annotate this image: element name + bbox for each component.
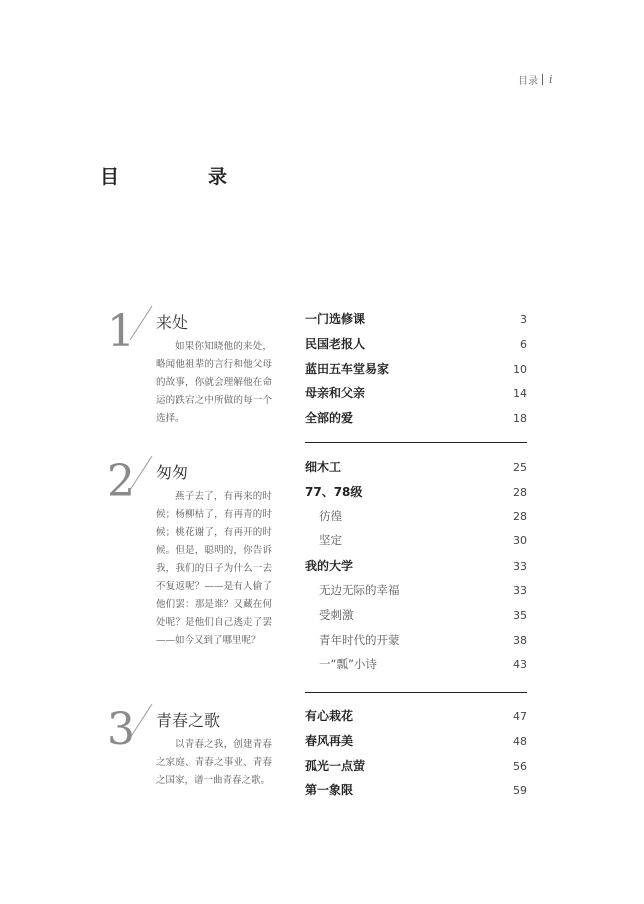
- toc-entry[interactable]: [305, 335, 527, 360]
- section-description: 如果你知晓他的来处，略闻他祖辈的言行和他父母的故事，你就会理解他在命运的跌宕之中所做的每一个选择。: [156, 341, 272, 424]
- section-title: 来处: [156, 313, 189, 332]
- toc-entry-page: 33: [513, 560, 527, 574]
- toc-entry-page: 18: [513, 412, 527, 426]
- toc-entry-title: 有心栽花: [305, 709, 354, 723]
- toc-entry-title: 孤光一点萤: [305, 758, 366, 773]
- toc-entry-title: 母亲和父亲: [305, 386, 366, 401]
- toc-entry-page: 43: [513, 658, 527, 672]
- toc-entry-list: [305, 458, 527, 681]
- toc-entry[interactable]: [305, 360, 527, 385]
- toc-entry-page: 48: [513, 734, 527, 748]
- toc-entry[interactable]: [305, 632, 527, 657]
- toc-entry-title: 受刺激: [319, 607, 354, 622]
- section-title: 青春之歌: [156, 711, 221, 730]
- toc-entry-page: 14: [513, 387, 527, 401]
- toc-entry-title: 无边无际的幸福: [319, 582, 400, 597]
- toc-entry-list: [305, 707, 527, 806]
- section-number: 2: [107, 456, 135, 507]
- running-header-label: 目录: [518, 76, 538, 87]
- toc-entry-title: 坚定: [319, 533, 342, 548]
- toc-entry-title: 77、78级: [305, 484, 363, 499]
- section-slash-icon: [126, 302, 160, 342]
- toc-entry[interactable]: [305, 557, 527, 582]
- page-number: i: [549, 73, 553, 86]
- toc-entry[interactable]: [305, 384, 527, 409]
- toc-entry[interactable]: [305, 458, 527, 483]
- toc-entry[interactable]: [305, 532, 527, 557]
- toc-entry-page: 47: [513, 710, 527, 723]
- section-slash-icon: [126, 452, 160, 492]
- section-description: 以青春之我，创建青春之家庭、青春之事业、青春之国家，谱一曲青春之歌。: [156, 739, 272, 786]
- toc-entry[interactable]: [305, 582, 527, 607]
- toc-entry-list: [305, 310, 527, 434]
- toc-entry-title: 一“瓢”小诗: [319, 657, 377, 672]
- toc-entry[interactable]: [305, 607, 527, 632]
- toc-entry[interactable]: [305, 732, 527, 757]
- toc-entry[interactable]: [305, 483, 527, 508]
- toc-entry-title: 第一象限: [305, 783, 354, 798]
- toc-entry-title: 青年时代的开蒙: [319, 632, 400, 647]
- toc-entry-page: 30: [513, 534, 527, 548]
- section-slash-icon: [126, 700, 160, 740]
- section-divider: [305, 442, 527, 443]
- toc-entry-title: 彷徨: [319, 508, 342, 523]
- toc-entry-page: 10: [513, 362, 527, 376]
- toc-entry-title: 一门选修课: [305, 312, 366, 326]
- section-description: 燕子去了，有再来的时候；杨柳枯了，有再青的时候；桃花谢了，有再开的时候。但是，聪明的，你告诉我，我们的日子为什么一去不复返呢？——是有人偷了他们罢：那是谁？又藏在何处呢？是他们自己逃走了罢——如今又到了哪里呢？: [156, 491, 272, 646]
- toc-entry-title: 蓝田五车堂易家: [305, 361, 390, 376]
- toc-entry-page: 28: [513, 509, 527, 523]
- header-divider: [542, 74, 543, 85]
- toc-entry-page: 3: [520, 313, 527, 326]
- toc-entry-page: 38: [513, 633, 527, 647]
- toc-entry[interactable]: [305, 656, 527, 681]
- toc-entry[interactable]: [305, 409, 527, 434]
- toc-entry-page: 33: [513, 583, 527, 597]
- toc-entry-page: 35: [513, 608, 527, 622]
- section-number: 3: [107, 704, 135, 755]
- toc-entry-page: 25: [513, 461, 527, 474]
- toc-entry-title: 民国老报人: [305, 336, 366, 351]
- toc-entry-page: 59: [513, 784, 527, 798]
- toc-entry-title: 细木工: [305, 460, 342, 474]
- toc-entry-page: 56: [513, 759, 527, 773]
- section-title: 匆匆: [156, 463, 189, 482]
- toc-entry[interactable]: [305, 707, 527, 732]
- page-title: 目 录: [100, 166, 263, 188]
- toc-entry-page: 28: [513, 485, 527, 499]
- toc-entry[interactable]: [305, 781, 527, 806]
- toc-entry[interactable]: [305, 508, 527, 533]
- toc-entry-title: 我的大学: [305, 559, 354, 574]
- section-number: 1: [107, 306, 135, 357]
- toc-entry[interactable]: [305, 757, 527, 782]
- toc-entry[interactable]: [305, 310, 527, 335]
- toc-entry-title: 全部的爱: [305, 411, 354, 426]
- section-divider: [305, 692, 527, 693]
- running-header: [518, 72, 553, 87]
- toc-entry-page: 6: [520, 337, 527, 351]
- toc-entry-title: 春风再美: [305, 733, 354, 748]
